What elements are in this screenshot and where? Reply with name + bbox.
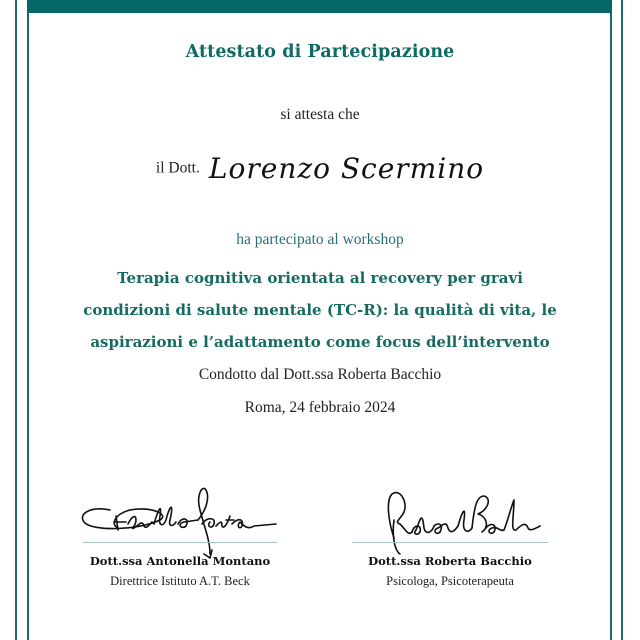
signer-role: Direttrice Istituto A.T. Beck xyxy=(110,574,250,588)
top-decorative-bar xyxy=(27,0,612,13)
signature-line xyxy=(83,542,277,543)
signer-role: Psicologa, Psicoterapeuta xyxy=(386,574,514,588)
workshop-title-line: condizioni di salute mentale (TC-R): la qualità di vita, le xyxy=(83,301,557,319)
participated-text: ha partecipato al workshop xyxy=(236,231,404,248)
signer-name: Dott.ssa Antonella Montano xyxy=(89,554,271,568)
signer-name: Dott.ssa Roberta Bacchio xyxy=(368,554,532,568)
conducted-by-text: Condotto dal Dott.ssa Roberta Bacchio xyxy=(198,366,442,383)
certificate-title: Attestato di Partecipazione xyxy=(185,42,455,62)
handwritten-signature-bacchio-icon xyxy=(350,480,550,560)
recipient-prefix: il Dott. xyxy=(155,159,200,177)
workshop-title-line: Terapia cognitiva orientata al recovery per gravi xyxy=(117,269,523,287)
place-date-text: Roma, 24 febbraio 2024 xyxy=(244,399,396,416)
signature-block-montano xyxy=(50,480,310,588)
handwritten-signature-montano-icon xyxy=(70,480,290,560)
signature-block-bacchio xyxy=(320,480,580,588)
workshop-title xyxy=(0,262,640,358)
recipient-row xyxy=(0,152,640,185)
signature-line xyxy=(352,542,548,543)
recipient-name: Lorenzo Scermino xyxy=(208,152,485,185)
workshop-title-line: aspirazioni e l’adattamento come focus dell’intervento xyxy=(90,333,550,351)
attests-that-text: si attesta che xyxy=(280,106,360,123)
